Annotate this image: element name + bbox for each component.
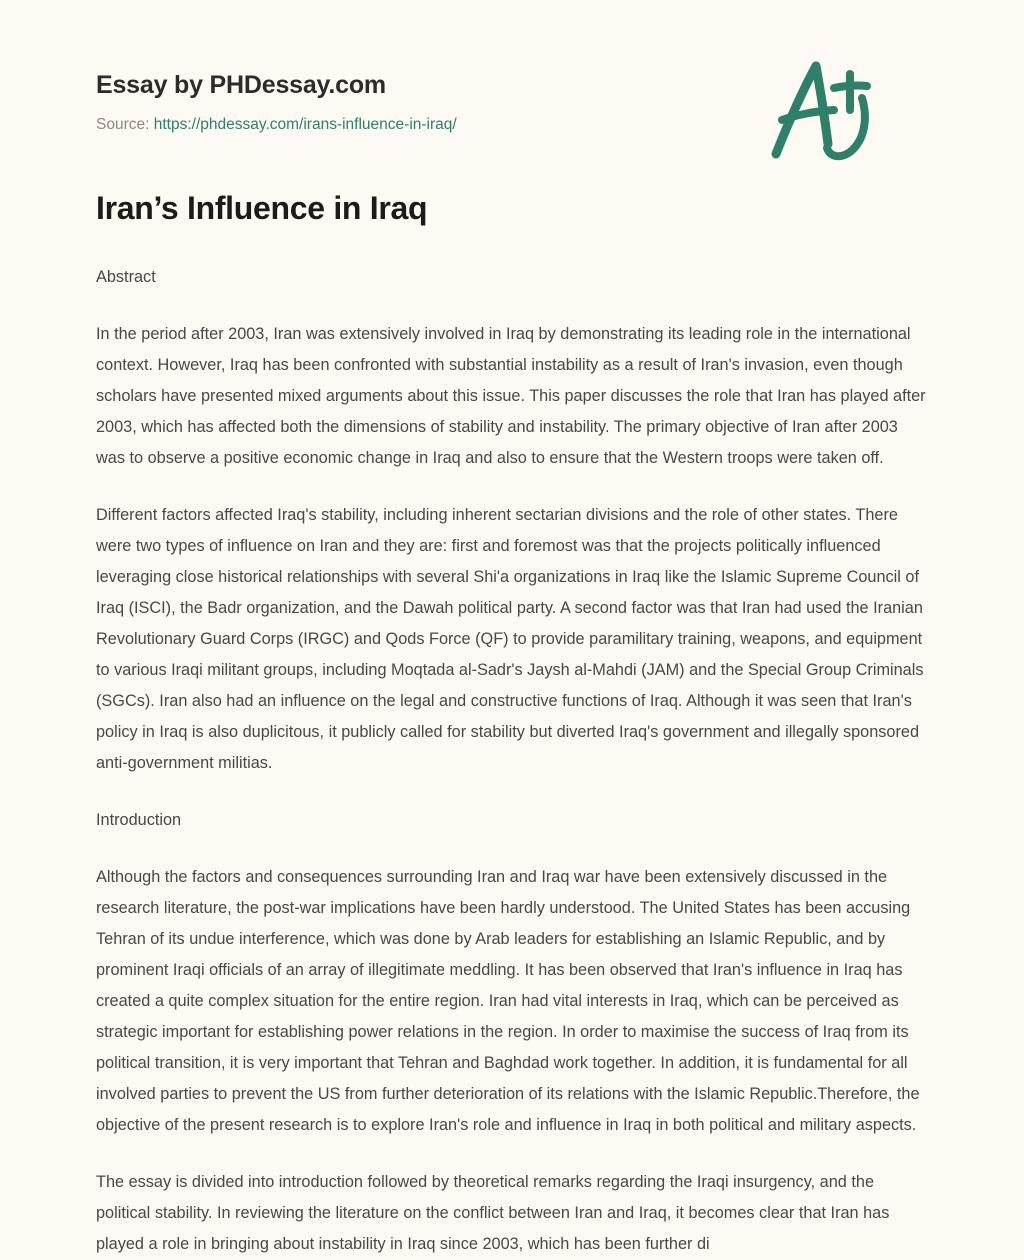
paragraph: Although the factors and consequences surrounding Iran and Iraq war have been extensively discussed in the research literature, the post-war implications have been hardly understood. The United States has been accusing Tehran of its undue interference, which was done by Arab leaders for establishing an Islamic Republic, and by prominent Iraqi officials of an array of illegitimate meddling. It has been observed that Iran's influence in Iraq has created a quite complex situation for the entire region. Iran had vital interests in Iraq, which can be perceived as strategic important for establishing power relations in the region. In order to maximise the success of Iraq from its political transition, it is very important that Tehran and Baghdad work together. In addition, it is fundamental for all involved parties to prevent the US from further deterioration of its relations with the Islamic Republic.Therefore, the objective of the present research is to explore Iran's role and influence in Iraq in both political and military aspects. [96,868,920,1134]
section-label-abstract: Abstract [96,268,156,286]
aplus-logo [762,58,874,166]
paragraph: In the period after 2003, Iran was extensively involved in Iraq by demonstrating its leading role in the international context. However, Iraq has been confronted with substantial instability as a result of Iran's invasion, even though scholars have presented mixed arguments about this issue. This paper discusses the role that Iran has played after 2003, which has affected both the dimensions of stability and instability. The primary objective of Iran after 2003 was to observe a positive economic change in Iraq and also to ensure that the Western troops were taken off. [96,325,926,467]
source-url-link[interactable]: https://phdessay.com/irans-influence-in-iraq/ [153,115,457,133]
page-title: Iran’s Influence in Iraq [96,190,428,226]
aplus-logo-icon [762,58,874,166]
page-header [96,0,928,133]
article-body [96,228,928,1260]
paragraph: Different factors affected Iraq's stability, including inherent sectarian divisions and the role of other states. There were two types of influence on Iran and they are: first and foremost was that the projects politically influenced leveraging close historical relationships with several Shi'a organizations in Iraq like the Islamic Supreme Council of Iraq (ISCI), the Badr organization, and the Dawah political party. A second factor was that Iran had used the Iranian Revolutionary Guard Corps (IRGC) and Qods Force (QF) to provide paramilitary training, weapons, and equipment to various Iraqi militant groups, including Moqtada al-Sadr's Jaysh al-Mahdi (JAM) and the Special Group Criminals (SGCs). Iran also had an influence on the legal and constructive functions of Iraq. Although it was seen that Iran's policy in Iraq is also duplicitous, it publicly called for stability but diverted Iraq's government and illegally sponsored anti-government militias. [96,506,924,772]
paragraph: The essay is divided into introduction followed by theoretical remarks regarding the Iraqi insurgency, and the political stability. In reviewing the literature on the conflict between Iran and Iraq, it becomes clear that Iran has played a role in bringing about instability in Iraq since 2003, which has been further di [96,1173,890,1253]
section-label-introduction: Introduction [96,811,182,829]
source-label: Source: [96,115,150,133]
brand-title: Essay by PHDessay.com [96,71,386,99]
